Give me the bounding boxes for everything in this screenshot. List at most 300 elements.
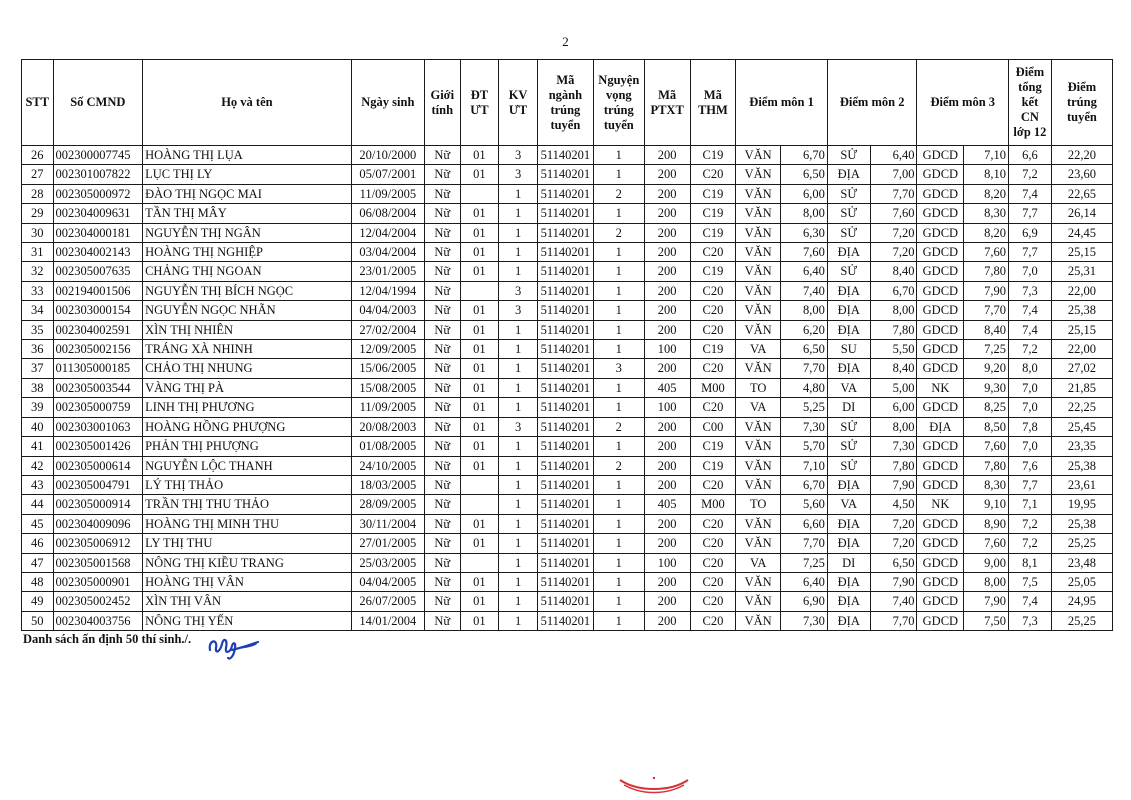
table-row [22,553,1113,572]
cell-admission-score: 19,95 [1051,495,1112,514]
header-method-code: Mã PTXT [644,60,690,146]
cell-priority-group: 01 [460,262,499,281]
cell-subject-1-name: TO [736,495,781,514]
table-row [22,146,1113,165]
cell-full-name: NGUYỄN THỊ BÍCH NGỌC [143,281,352,300]
cell-method-code: 200 [644,359,690,378]
cell-subject-1-score: 6,50 [781,340,828,359]
cell-subject-3-name: GDCD [917,592,964,611]
cell-subject-2-score: 5,50 [870,340,917,359]
cell-subject-3-name: GDCD [917,611,964,630]
cell-subject-2-score: 7,70 [870,611,917,630]
cell-wish-order: 1 [593,243,644,262]
cell-birth-date: 11/09/2005 [351,184,424,203]
cell-grade12-total: 7,8 [1009,417,1052,436]
cell-stt: 40 [22,417,54,436]
cell-subject-3-score: 8,25 [964,398,1009,417]
cell-birth-date: 24/10/2005 [351,456,424,475]
cell-priority-area: 1 [499,437,538,456]
cell-stt: 28 [22,184,54,203]
cell-subject-2-name: SỬ [827,204,870,223]
cell-wish-order: 1 [593,340,644,359]
cell-gender: Nữ [424,475,460,494]
cell-method-code: 200 [644,592,690,611]
cell-admission-score: 25,38 [1051,514,1112,533]
cell-gender: Nữ [424,146,460,165]
cell-subject-1-score: 6,00 [781,184,828,203]
cell-priority-area: 1 [499,320,538,339]
cell-subject-1-name: VĂN [736,223,781,242]
cell-grade12-total: 7,4 [1009,184,1052,203]
cell-subject-3-score: 9,30 [964,378,1009,397]
table-row [22,243,1113,262]
cell-method-code: 200 [644,146,690,165]
cell-admission-score: 23,48 [1051,553,1112,572]
cell-subject-2-score: 7,00 [870,165,917,184]
cell-birth-date: 30/11/2004 [351,514,424,533]
cell-priority-area: 1 [499,184,538,203]
table-row [22,592,1113,611]
cell-id-number: 002303001063 [53,417,143,436]
cell-birth-date: 11/09/2005 [351,398,424,417]
cell-priority-group [460,475,499,494]
cell-subject-1-score: 7,30 [781,611,828,630]
cell-gender: Nữ [424,359,460,378]
cell-birth-date: 01/08/2005 [351,437,424,456]
cell-wish-order: 2 [593,456,644,475]
cell-subject-3-name: GDCD [917,475,964,494]
cell-method-code: 200 [644,204,690,223]
cell-wish-order: 1 [593,378,644,397]
cell-priority-area: 1 [499,495,538,514]
cell-subject-group-code: C20 [690,320,736,339]
cell-stt: 33 [22,281,54,300]
cell-subject-group-code: M00 [690,495,736,514]
cell-gender: Nữ [424,243,460,262]
header-priority-group: ĐT ƯT [460,60,499,146]
cell-subject-3-name: GDCD [917,281,964,300]
table-row [22,165,1113,184]
cell-subject-2-name: ĐỊA [827,243,870,262]
cell-method-code: 200 [644,514,690,533]
cell-subject-3-name: GDCD [917,204,964,223]
cell-full-name: NÔNG THỊ YẾN [143,611,352,630]
cell-gender: Nữ [424,534,460,553]
cell-subject-1-name: VĂN [736,611,781,630]
cell-admission-score: 22,65 [1051,184,1112,203]
cell-subject-1-name: VĂN [736,475,781,494]
cell-subject-1-score: 7,25 [781,553,828,572]
cell-subject-3-name: GDCD [917,553,964,572]
cell-gender: Nữ [424,437,460,456]
cell-wish-order: 1 [593,204,644,223]
cell-birth-date: 06/08/2004 [351,204,424,223]
cell-priority-group [460,184,499,203]
cell-admission-score: 22,00 [1051,281,1112,300]
cell-grade12-total: 7,3 [1009,281,1052,300]
table-row [22,398,1113,417]
cell-subject-3-score: 8,40 [964,320,1009,339]
cell-wish-order: 1 [593,281,644,300]
cell-priority-group: 01 [460,301,499,320]
cell-id-number: 002305000914 [53,495,143,514]
admission-results-table [21,59,1113,631]
table-row [22,475,1113,494]
cell-full-name: HOÀNG THỊ NGHIỆP [143,243,352,262]
table-row [22,378,1113,397]
cell-subject-2-name: SỬ [827,223,870,242]
cell-gender: Nữ [424,572,460,591]
header-admission-score: Điểm trúng tuyển [1051,60,1112,146]
cell-subject-2-score: 8,40 [870,262,917,281]
cell-wish-order: 1 [593,572,644,591]
cell-id-number: 002305001426 [53,437,143,456]
cell-subject-3-name: GDCD [917,301,964,320]
cell-priority-group: 01 [460,320,499,339]
cell-method-code: 100 [644,553,690,572]
header-subject-1-score: Điểm môn 1 [736,60,828,146]
cell-subject-3-name: GDCD [917,456,964,475]
cell-grade12-total: 7,0 [1009,398,1052,417]
cell-grade12-total: 7,5 [1009,572,1052,591]
cell-gender: Nữ [424,514,460,533]
cell-grade12-total: 6,6 [1009,146,1052,165]
cell-subject-1-name: VA [736,398,781,417]
cell-major-code: 51140201 [537,398,593,417]
cell-subject-3-name: GDCD [917,184,964,203]
cell-grade12-total: 7,0 [1009,378,1052,397]
cell-stt: 46 [22,534,54,553]
cell-wish-order: 1 [593,553,644,572]
cell-stt: 42 [22,456,54,475]
cell-priority-area: 1 [499,592,538,611]
cell-subject-1-name: VĂN [736,165,781,184]
cell-stt: 43 [22,475,54,494]
cell-subject-1-name: VĂN [736,534,781,553]
cell-subject-3-score: 9,10 [964,495,1009,514]
cell-admission-score: 25,31 [1051,262,1112,281]
cell-gender: Nữ [424,417,460,436]
table-row [22,437,1113,456]
cell-subject-group-code: C19 [690,146,736,165]
cell-priority-area: 3 [499,417,538,436]
cell-major-code: 51140201 [537,165,593,184]
cell-method-code: 200 [644,475,690,494]
header-priority-area: KV ƯT [499,60,538,146]
cell-admission-score: 26,14 [1051,204,1112,223]
cell-major-code: 51140201 [537,592,593,611]
cell-full-name: VÀNG THỊ PÀ [143,378,352,397]
cell-subject-2-score: 7,90 [870,475,917,494]
cell-grade12-total: 7,6 [1009,456,1052,475]
cell-id-number: 002304002143 [53,243,143,262]
cell-subject-2-score: 7,20 [870,514,917,533]
cell-priority-group: 01 [460,165,499,184]
cell-major-code: 51140201 [537,281,593,300]
cell-id-number: 002304002591 [53,320,143,339]
cell-subject-3-name: NK [917,378,964,397]
cell-priority-group [460,281,499,300]
cell-major-code: 51140201 [537,417,593,436]
cell-birth-date: 27/02/2004 [351,320,424,339]
cell-subject-2-score: 7,20 [870,243,917,262]
cell-method-code: 200 [644,301,690,320]
cell-priority-area: 1 [499,378,538,397]
cell-subject-2-score: 6,70 [870,281,917,300]
cell-wish-order: 1 [593,146,644,165]
cell-subject-1-score: 5,70 [781,437,828,456]
table-row [22,262,1113,281]
cell-subject-group-code: C19 [690,184,736,203]
cell-admission-score: 23,35 [1051,437,1112,456]
header-id-number: Số CMND [53,60,143,146]
cell-method-code: 200 [644,262,690,281]
cell-major-code: 51140201 [537,243,593,262]
cell-subject-group-code: C20 [690,611,736,630]
cell-method-code: 200 [644,243,690,262]
cell-gender: Nữ [424,262,460,281]
cell-major-code: 51140201 [537,146,593,165]
cell-priority-group: 01 [460,534,499,553]
cell-full-name: XÌN THỊ NHIÊN [143,320,352,339]
cell-full-name: HOÀNG THỊ LỤA [143,146,352,165]
cell-stt: 38 [22,378,54,397]
cell-subject-1-name: TO [736,378,781,397]
cell-subject-group-code: C19 [690,456,736,475]
cell-method-code: 200 [644,184,690,203]
cell-subject-1-name: VĂN [736,301,781,320]
cell-subject-1-score: 7,30 [781,417,828,436]
cell-subject-3-score: 7,90 [964,281,1009,300]
cell-subject-3-name: GDCD [917,398,964,417]
header-grade12-total: Điểm tổng kết CN lớp 12 [1009,60,1052,146]
cell-subject-group-code: C20 [690,165,736,184]
cell-subject-2-name: SỬ [827,456,870,475]
cell-full-name: PHẢN THỊ PHƯỢNG [143,437,352,456]
cell-id-number: 002305000759 [53,398,143,417]
cell-subject-2-name: ĐỊA [827,165,870,184]
cell-subject-2-score: 7,80 [870,320,917,339]
cell-priority-group [460,553,499,572]
cell-stt: 34 [22,301,54,320]
cell-subject-group-code: C20 [690,514,736,533]
cell-method-code: 100 [644,398,690,417]
cell-wish-order: 2 [593,223,644,242]
cell-id-number: 002305002156 [53,340,143,359]
cell-grade12-total: 7,2 [1009,534,1052,553]
cell-priority-area: 3 [499,146,538,165]
cell-major-code: 51140201 [537,184,593,203]
cell-subject-group-code: C20 [690,243,736,262]
cell-id-number: 002304009096 [53,514,143,533]
cell-birth-date: 28/09/2005 [351,495,424,514]
header-subject-3-score: Điểm môn 3 [917,60,1009,146]
cell-grade12-total: 8,1 [1009,553,1052,572]
cell-subject-3-score: 7,60 [964,243,1009,262]
cell-subject-3-score: 9,00 [964,553,1009,572]
cell-gender: Nữ [424,281,460,300]
cell-subject-1-score: 7,70 [781,534,828,553]
cell-subject-3-score: 8,90 [964,514,1009,533]
table-row [22,495,1113,514]
cell-subject-3-name: GDCD [917,320,964,339]
cell-gender: Nữ [424,592,460,611]
cell-stt: 32 [22,262,54,281]
cell-subject-3-name: GDCD [917,359,964,378]
cell-subject-2-name: DI [827,398,870,417]
cell-wish-order: 1 [593,514,644,533]
cell-priority-area: 1 [499,262,538,281]
cell-id-number: 002304000181 [53,223,143,242]
cell-admission-score: 23,60 [1051,165,1112,184]
cell-stt: 48 [22,572,54,591]
cell-subject-1-score: 6,70 [781,475,828,494]
cell-subject-2-name: SỬ [827,417,870,436]
cell-grade12-total: 7,4 [1009,592,1052,611]
cell-subject-2-score: 5,00 [870,378,917,397]
cell-subject-2-score: 7,60 [870,204,917,223]
cell-priority-area: 1 [499,456,538,475]
cell-wish-order: 1 [593,165,644,184]
cell-subject-1-name: VĂN [736,359,781,378]
cell-method-code: 100 [644,340,690,359]
cell-admission-score: 25,38 [1051,456,1112,475]
cell-major-code: 51140201 [537,223,593,242]
cell-subject-group-code: C19 [690,437,736,456]
cell-wish-order: 1 [593,320,644,339]
cell-full-name: HOÀNG THỊ MINH THU [143,514,352,533]
cell-method-code: 200 [644,572,690,591]
cell-wish-order: 1 [593,534,644,553]
cell-major-code: 51140201 [537,437,593,456]
cell-admission-score: 25,15 [1051,243,1112,262]
cell-priority-group: 01 [460,223,499,242]
cell-subject-2-name: ĐỊA [827,534,870,553]
cell-full-name: LỤC THỊ LY [143,165,352,184]
cell-birth-date: 05/07/2001 [351,165,424,184]
cell-subject-group-code: C20 [690,398,736,417]
cell-full-name: NGUYỄN NGỌC NHÃN [143,301,352,320]
cell-method-code: 405 [644,378,690,397]
cell-subject-3-score: 9,20 [964,359,1009,378]
cell-subject-3-name: GDCD [917,223,964,242]
cell-subject-2-name: SỬ [827,437,870,456]
cell-birth-date: 27/01/2005 [351,534,424,553]
cell-birth-date: 25/03/2005 [351,553,424,572]
cell-grade12-total: 7,0 [1009,437,1052,456]
cell-subject-group-code: C19 [690,204,736,223]
cell-id-number: 002194001506 [53,281,143,300]
cell-subject-3-score: 8,20 [964,223,1009,242]
table-header [22,60,1113,146]
cell-subject-2-score: 8,40 [870,359,917,378]
cell-birth-date: 20/10/2000 [351,146,424,165]
cell-subject-3-score: 8,00 [964,572,1009,591]
table-body [22,146,1113,631]
cell-subject-3-score: 8,20 [964,184,1009,203]
table-row [22,340,1113,359]
cell-wish-order: 1 [593,301,644,320]
cell-subject-3-name: GDCD [917,534,964,553]
cell-stt: 37 [22,359,54,378]
cell-subject-1-score: 6,40 [781,262,828,281]
cell-subject-1-name: VĂN [736,456,781,475]
cell-major-code: 51140201 [537,320,593,339]
table-row [22,184,1113,203]
cell-birth-date: 12/09/2005 [351,340,424,359]
table-row [22,514,1113,533]
cell-gender: Nữ [424,340,460,359]
cell-subject-group-code: C19 [690,262,736,281]
cell-birth-date: 03/04/2004 [351,243,424,262]
cell-stt: 50 [22,611,54,630]
cell-gender: Nữ [424,301,460,320]
cell-major-code: 51140201 [537,514,593,533]
header-stt: STT [22,60,54,146]
cell-admission-score: 25,25 [1051,611,1112,630]
cell-id-number: 002301007822 [53,165,143,184]
cell-priority-area: 1 [499,514,538,533]
cell-subject-group-code: C20 [690,281,736,300]
cell-admission-score: 25,38 [1051,301,1112,320]
cell-priority-area: 1 [499,359,538,378]
cell-birth-date: 04/04/2005 [351,572,424,591]
cell-subject-group-code: C20 [690,534,736,553]
cell-gender: Nữ [424,611,460,630]
cell-full-name: TRẦN THỊ THU THẢO [143,495,352,514]
cell-subject-1-name: VĂN [736,281,781,300]
cell-subject-3-score: 8,10 [964,165,1009,184]
table-row [22,320,1113,339]
cell-birth-date: 12/04/2004 [351,223,424,242]
cell-gender: Nữ [424,378,460,397]
cell-priority-group: 01 [460,378,499,397]
cell-priority-area: 1 [499,204,538,223]
cell-priority-group: 01 [460,340,499,359]
cell-subject-2-name: ĐỊA [827,359,870,378]
cell-priority-area: 1 [499,398,538,417]
cell-priority-group: 01 [460,572,499,591]
cell-subject-group-code: C20 [690,475,736,494]
cell-birth-date: 14/01/2004 [351,611,424,630]
cell-subject-2-name: ĐỊA [827,301,870,320]
cell-birth-date: 15/06/2005 [351,359,424,378]
cell-subject-2-score: 6,00 [870,398,917,417]
cell-full-name: ĐÀO THỊ NGỌC MAI [143,184,352,203]
cell-subject-3-name: NK [917,495,964,514]
cell-subject-2-name: ĐỊA [827,475,870,494]
table-row [22,204,1113,223]
cell-admission-score: 25,15 [1051,320,1112,339]
cell-subject-1-name: VĂN [736,243,781,262]
cell-birth-date: 18/03/2005 [351,475,424,494]
cell-subject-1-name: VĂN [736,184,781,203]
cell-full-name: TẦN THỊ MÂY [143,204,352,223]
cell-priority-group: 01 [460,204,499,223]
cell-admission-score: 23,61 [1051,475,1112,494]
cell-priority-group: 01 [460,456,499,475]
cell-subject-3-name: GDCD [917,514,964,533]
table-row [22,417,1113,436]
cell-subject-group-code: M00 [690,378,736,397]
cell-id-number: 002305000972 [53,184,143,203]
cell-subject-2-score: 7,20 [870,534,917,553]
cell-grade12-total: 7,4 [1009,301,1052,320]
cell-subject-2-name: ĐỊA [827,611,870,630]
cell-method-code: 200 [644,534,690,553]
cell-subject-2-name: ĐỊA [827,320,870,339]
cell-id-number: 002305002452 [53,592,143,611]
